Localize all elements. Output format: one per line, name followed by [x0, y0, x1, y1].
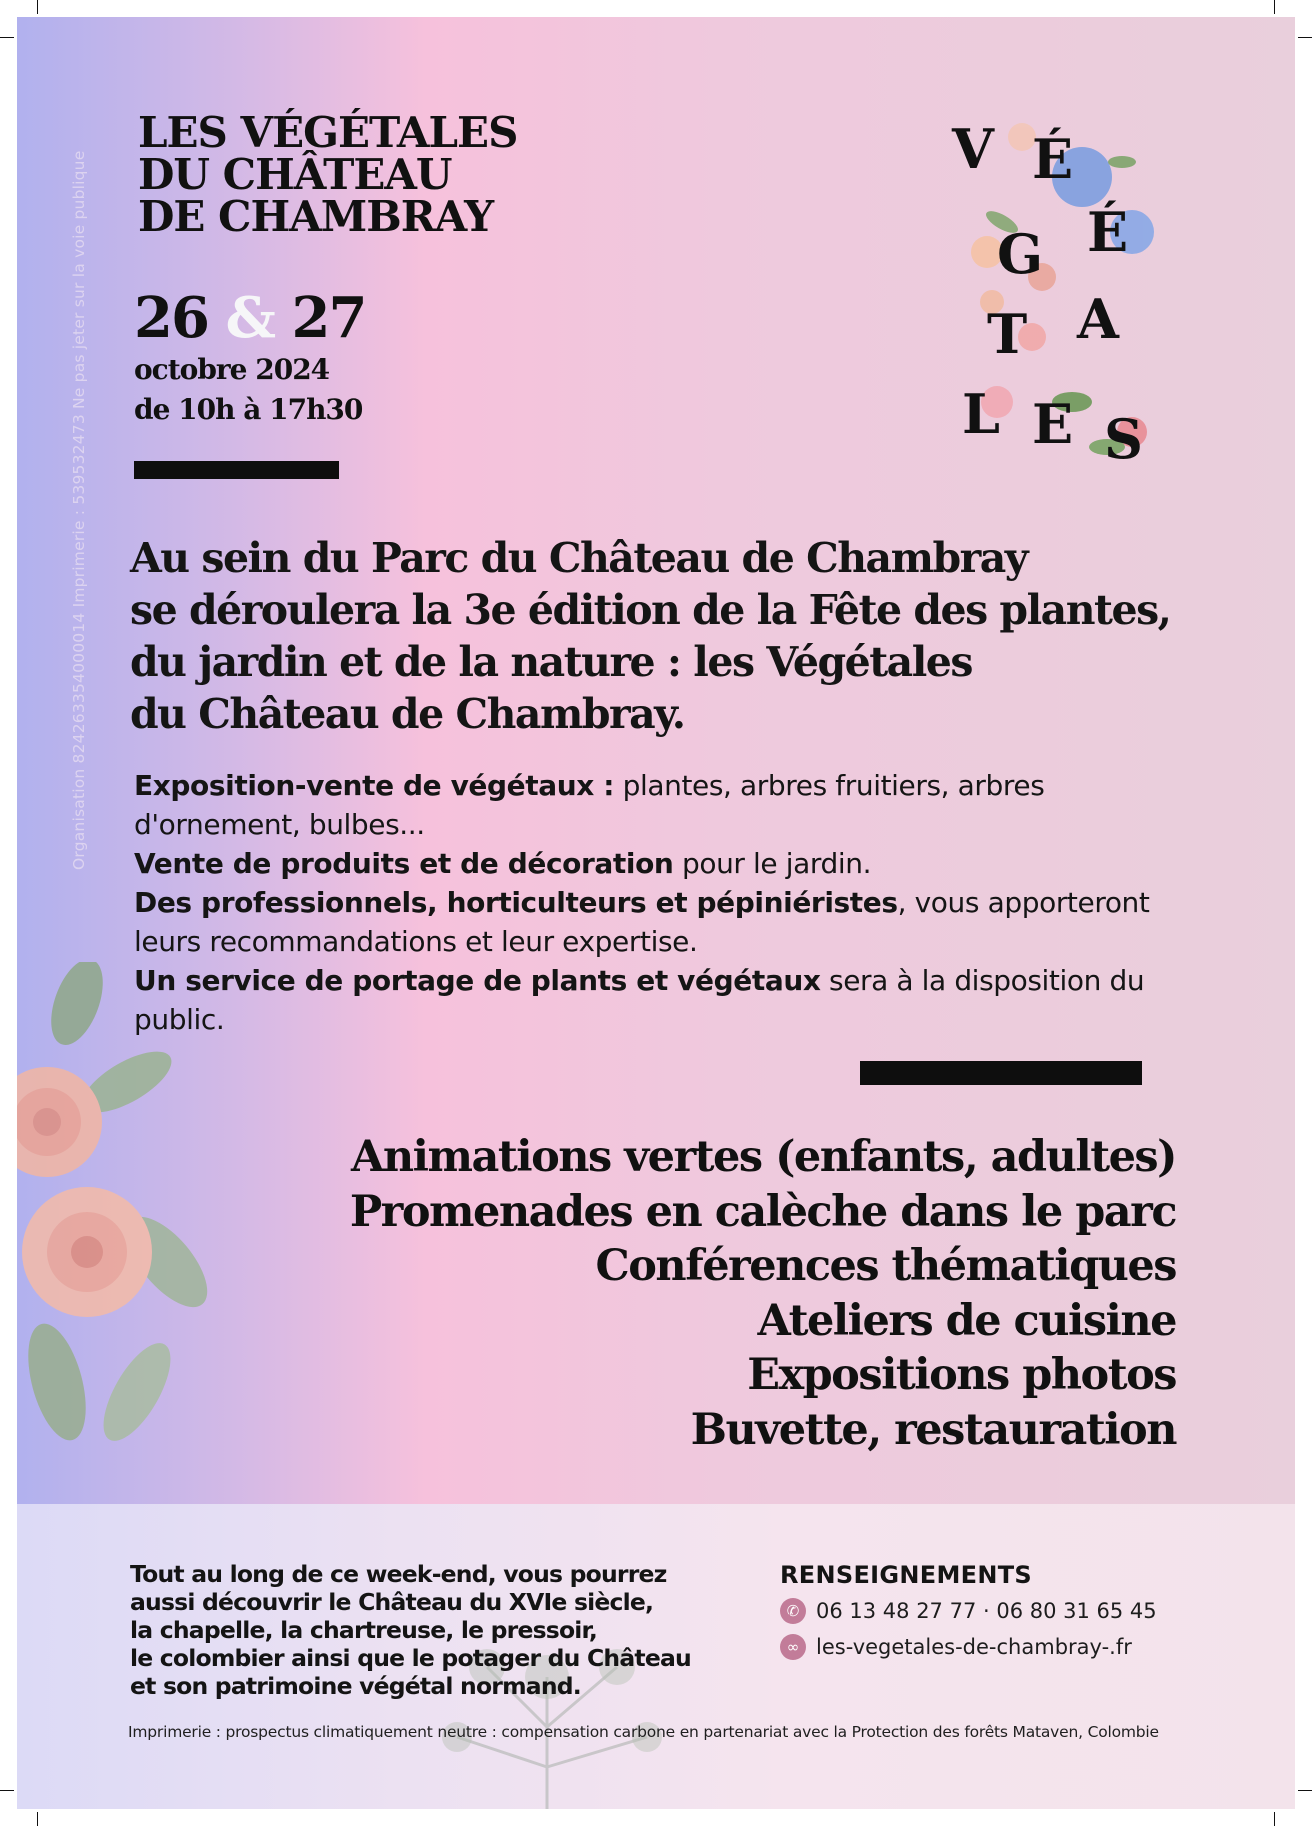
event-title	[138, 108, 518, 241]
animation-item: Promenades en calèche dans le parc	[349, 1186, 1176, 1237]
intro-line: du jardin et de la nature : les Végétales	[130, 638, 972, 686]
detail-text: pour le jardin.	[673, 847, 872, 880]
footer-note: Imprimerie : prospectus climatiquement neutre : compensation carbone en partenariat avec la Protection des forêts Mataven, Colombie	[128, 1723, 1159, 1741]
title-line: DU CHÂTEAU	[138, 150, 452, 199]
crop-mark	[1274, 0, 1275, 14]
weekend-line: Tout au long de ce week-end, vous pourrez	[130, 1560, 667, 1588]
phone-icon: ✆	[780, 1598, 806, 1624]
crop-mark	[0, 37, 14, 38]
logo-letter: A	[1077, 287, 1119, 351]
logo-letter: S	[1104, 407, 1143, 471]
intro-line: se déroulera la 3e édition de la Fête des plantes,	[130, 586, 1171, 634]
ampersand: &	[225, 285, 274, 351]
crop-mark	[37, 1812, 38, 1826]
detail-bold: Des professionnels, horticulteurs et pépiniéristes	[134, 886, 898, 919]
animation-item: Animations vertes (enfants, adultes)	[351, 1132, 1176, 1182]
intro-line: du Château de Chambray.	[130, 690, 685, 738]
detail-item	[134, 766, 1194, 844]
weekend-line: aussi découvrir le Château du XVIe siècle,	[130, 1588, 654, 1616]
crop-mark	[1298, 37, 1312, 38]
phone-contact[interactable]	[780, 1598, 1157, 1624]
divider-bar	[860, 1061, 1142, 1085]
logo-letter: G	[997, 222, 1044, 286]
logo-letter: T	[987, 302, 1028, 366]
animation-item: Conférences thématiques	[595, 1241, 1176, 1291]
intro-line: Au sein du Parc du Château de Chambray	[130, 534, 1028, 582]
logo-letter: L	[962, 382, 1000, 446]
animation-item: Ateliers de cuisine	[757, 1295, 1176, 1346]
animation-item: Expositions photos	[747, 1350, 1176, 1400]
day-2: 27	[291, 285, 366, 351]
detail-item	[134, 883, 1194, 961]
vegetales-logo	[932, 102, 1182, 482]
animations-list	[350, 1130, 1176, 1457]
event-dates	[134, 285, 366, 351]
weekend-paragraph	[130, 1560, 691, 1700]
animation-item: Buvette, restauration	[690, 1404, 1176, 1455]
weekend-line: la chapelle, la chartreuse, le pressoir,	[130, 1616, 598, 1644]
intro-paragraph	[130, 532, 1190, 740]
detail-bold: Vente de produits et de décoration	[134, 847, 674, 880]
crop-mark	[1274, 1812, 1275, 1826]
title-line: DE CHAMBRAY	[138, 192, 494, 241]
detail-item	[134, 961, 1194, 1039]
title-line: LES VÉGÉTALES	[138, 108, 518, 157]
detail-text: plantes, arbres fruitiers, arbres d'ornement, bulbes...	[134, 769, 1045, 841]
detail-bold: Exposition-vente de végétaux :	[134, 769, 615, 802]
details-list	[134, 766, 1194, 1039]
phone-numbers[interactable]: 06 13 48 27 77 · 06 80 31 65 45	[816, 1599, 1157, 1623]
logo-letter: V	[952, 117, 994, 181]
link-icon: ∞	[780, 1634, 806, 1660]
website-contact[interactable]	[780, 1634, 1132, 1660]
logo-letter: E	[1032, 392, 1074, 456]
crop-mark	[37, 0, 38, 14]
event-hours: de 10h à 17h30	[134, 393, 363, 426]
logo-letter: É	[1032, 127, 1074, 191]
detail-item	[134, 844, 1194, 883]
legal-side-text: Organisation 824263354000014 Imprimerie : 539532473 Ne pas jeter sur la voie publique	[70, 150, 88, 870]
detail-text: sera à la disposition du public.	[134, 964, 1145, 1036]
detail-text: , vous apporteront leurs recommandations et leur expertise.	[134, 886, 1150, 958]
crop-mark	[1298, 1790, 1312, 1791]
logo-letter: É	[1087, 200, 1129, 264]
event-month: octobre 2024	[134, 353, 330, 386]
crop-mark	[0, 1790, 14, 1791]
weekend-line: et son patrimoine végétal normand.	[130, 1672, 581, 1700]
divider-bar	[134, 461, 339, 479]
website-link[interactable]: les-vegetales-de-chambray-.fr	[816, 1635, 1132, 1659]
detail-bold: Un service de portage de plants et végétaux	[134, 964, 821, 997]
day-1: 26	[134, 285, 208, 351]
weekend-line: le colombier ainsi que le potager du Château	[130, 1644, 691, 1672]
renseignements-title: RENSEIGNEMENTS	[780, 1561, 1032, 1589]
